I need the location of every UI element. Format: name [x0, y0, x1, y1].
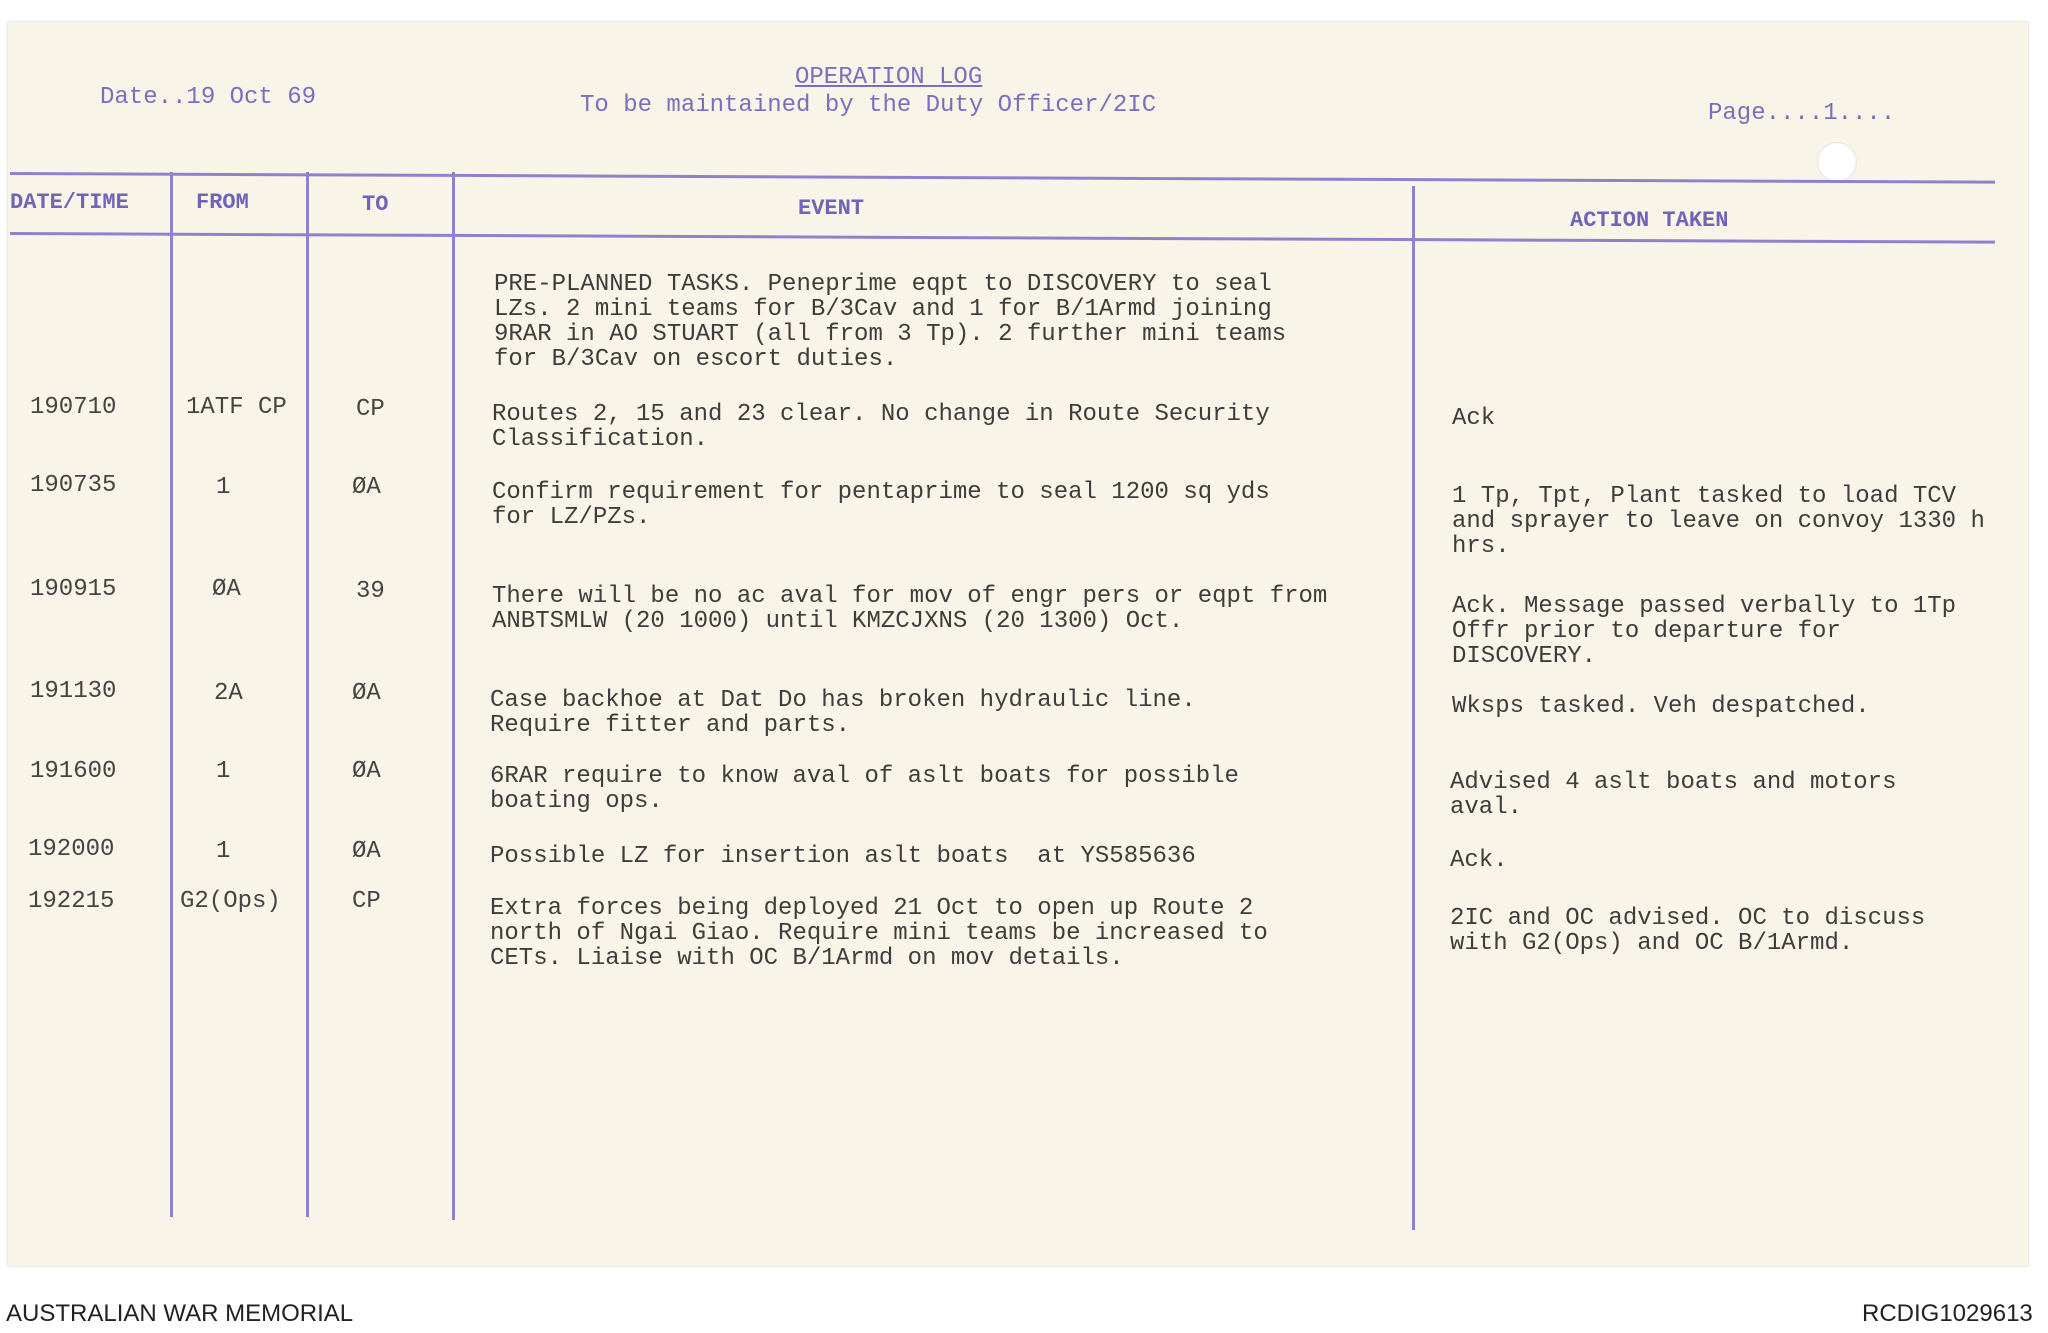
row-to: CP	[356, 396, 385, 423]
column-divider-3	[452, 172, 455, 1220]
action-text: Wksps tasked. Veh despatched.	[1452, 693, 1870, 720]
log-date: Date..19 Oct 69	[100, 84, 317, 111]
action-text: 2IC and OC advised. OC to discuss with G2(Ops) and OC B/1Armd.	[1450, 905, 1926, 957]
row-to: ØA	[352, 474, 381, 501]
row-to: CP	[352, 888, 381, 915]
row-time: 190710	[30, 394, 117, 421]
action-text: Ack	[1452, 405, 1496, 432]
event-text: Routes 2, 15 and 23 clear. No change in Route Security Classification.	[492, 401, 1270, 453]
row-time: 190735	[30, 472, 117, 499]
log-title: OPERATION LOG	[795, 64, 983, 91]
row-from: G2(Ops)	[180, 888, 281, 915]
action-text: Ack.	[1450, 847, 1508, 874]
row-from: 1	[216, 474, 231, 501]
col-head-datetime: DATE/TIME	[10, 190, 129, 215]
event-text: 6RAR require to know aval of aslt boats for possible boating ops.	[490, 763, 1239, 815]
action-text: Advised 4 aslt boats and motors aval.	[1450, 769, 1897, 821]
event-text: Confirm requirement for pentaprime to seal 1200 sq yds for LZ/PZs.	[492, 479, 1270, 531]
action-text: Ack. Message passed verbally to 1Tp Offr prior to departure for DISCOVERY.	[1452, 593, 1957, 670]
log-subtitle: To be maintained by the Duty Officer/2IC	[580, 92, 1157, 119]
col-head-from: FROM	[196, 190, 249, 215]
col-head-event: EVENT	[798, 196, 865, 221]
punch-hole	[1817, 142, 1857, 182]
event-text: There will be no ac aval for mov of engr pers or eqpt from ANBTSMLW (20 1000) until KMZCJXNS (20 1300) Oct.	[492, 583, 1328, 635]
column-divider-1	[170, 172, 173, 1217]
column-divider-2	[306, 172, 309, 1217]
row-time: 190915	[30, 576, 117, 603]
row-to: ØA	[352, 680, 381, 707]
row-from: 2A	[214, 680, 243, 707]
event-text: PRE-PLANNED TASKS. Peneprime eqpt to DISCOVERY to seal LZs. 2 mini teams for B/3Cav and 1 for B/1Armd joining 9RAR in AO STUART (all from 3 Tp). 2 further mini teams for B/3Cav on escort duties.	[494, 271, 1287, 373]
row-to: ØA	[352, 838, 381, 865]
row-time: 191600	[30, 758, 117, 785]
event-text: Case backhoe at Dat Do has broken hydraulic line. Require fitter and parts.	[490, 687, 1196, 739]
row-time: 191130	[30, 678, 117, 705]
row-time: 192000	[28, 836, 115, 863]
event-text: Extra forces being deployed 21 Oct to open up Route 2 north of Ngai Giao. Require mini teams be increased to CETs. Liaise with OC B/1Armd on mov details.	[490, 895, 1268, 972]
archive-credit: AUSTRALIAN WAR MEMORIAL	[6, 1300, 354, 1327]
col-head-to: TO	[362, 192, 389, 217]
row-to: 39	[356, 578, 385, 605]
archive-reference: RCDIG1029613	[1862, 1300, 2033, 1327]
action-text: 1 Tp, Tpt, Plant tasked to load TCV and sprayer to leave on convoy 1330 h hrs.	[1452, 483, 1985, 560]
row-from: ØA	[212, 576, 241, 603]
row-to: ØA	[352, 758, 381, 785]
row-from: 1	[216, 838, 231, 865]
row-from: 1ATF CP	[186, 394, 287, 421]
row-time: 192215	[28, 888, 115, 915]
column-divider-4	[1412, 186, 1415, 1230]
col-head-action: ACTION TAKEN	[1570, 208, 1729, 233]
row-from: 1	[216, 758, 231, 785]
event-text: Possible LZ for insertion aslt boats at YS585636	[490, 843, 1196, 870]
page-number: Page....1....	[1708, 100, 1896, 127]
